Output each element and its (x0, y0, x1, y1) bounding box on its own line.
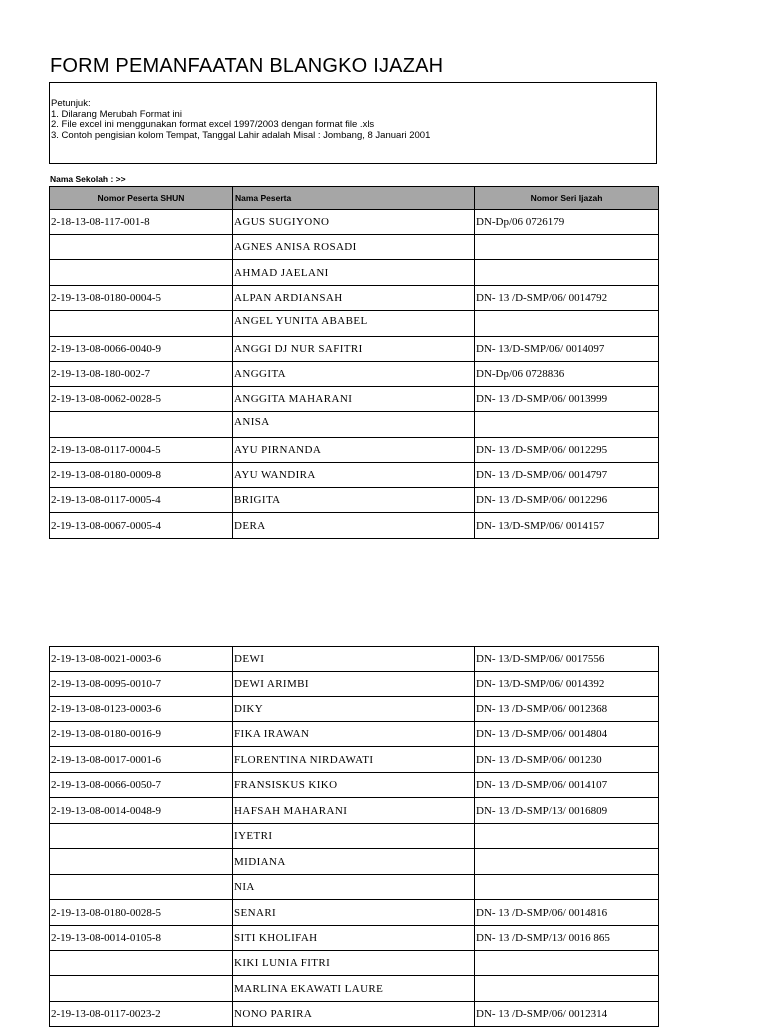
cell-nomor-seri: DN- 13 /D-SMP/06/ 0012295 (475, 438, 659, 463)
instruction-item: 3. Contoh pengisian kolom Tempat, Tanggal Lahir adalah Misal : Jombang, 8 Januari 2001 (51, 129, 431, 141)
cell-nama-peserta: MARLINA EKAWATI LAURE (233, 976, 475, 1002)
cell-nama-peserta: ANGEL YUNITA ABABEL (233, 311, 475, 337)
cell-nomor-seri: DN- 13/D-SMP/06/ 0014097 (475, 337, 659, 362)
table-row (50, 438, 659, 463)
cell-nomor-seri: DN- 13 /D-SMP/06/ 001230 (475, 747, 659, 773)
cell-nama-peserta: ANGGITA MAHARANI (233, 387, 475, 412)
cell-nomor-peserta: 2-19-13-08-180-002-7 (50, 362, 233, 387)
table-row (50, 337, 659, 362)
cell-nomor-seri: DN- 13/D-SMP/06/ 0017556 (475, 647, 659, 672)
cell-nomor-peserta: 2-19-13-08-0180-0016-9 (50, 722, 233, 747)
table-row (50, 926, 659, 951)
table-row (50, 463, 659, 488)
cell-nomor-peserta (50, 824, 233, 849)
cell-nama-peserta: SENARI (233, 900, 475, 926)
header-nomor-seri: Nomor Seri Ijazah (475, 187, 659, 210)
table-row (50, 260, 659, 286)
cell-nama-peserta: FIKA IRAWAN (233, 722, 475, 747)
cell-nomor-seri: DN- 13 /D-SMP/06/ 0014797 (475, 463, 659, 488)
table-row (50, 798, 659, 824)
cell-nomor-peserta (50, 412, 233, 438)
cell-nama-peserta: IYETRI (233, 824, 475, 849)
cell-nomor-seri (475, 311, 659, 337)
cell-nomor-seri: DN- 13/D-SMP/06/ 0014392 (475, 672, 659, 697)
cell-nama-peserta: ANGGI DJ NUR SAFITRI (233, 337, 475, 362)
table-row (50, 849, 659, 875)
cell-nomor-seri (475, 824, 659, 849)
table-row (50, 362, 659, 387)
table-header-row (50, 187, 659, 210)
cell-nama-peserta: NIA (233, 875, 475, 900)
cell-nomor-peserta: 2-19-13-08-0066-0050-7 (50, 773, 233, 798)
instructions-heading: Petunjuk: (51, 98, 91, 109)
cell-nomor-peserta: 2-19-13-08-0067-0005-4 (50, 513, 233, 539)
table-row (50, 697, 659, 722)
cell-nomor-seri: DN- 13/D-SMP/06/ 0014157 (475, 513, 659, 539)
table-row (50, 951, 659, 976)
cell-nomor-peserta: 2-19-13-08-0117-0004-5 (50, 438, 233, 463)
instructions-box (49, 82, 657, 164)
cell-nomor-peserta (50, 951, 233, 976)
header-nomor-peserta: Nomor Peserta SHUN (50, 187, 233, 210)
table-row (50, 875, 659, 900)
cell-nomor-peserta: 2-19-13-08-0180-0009-8 (50, 463, 233, 488)
table-row (50, 747, 659, 773)
cell-nomor-seri (475, 260, 659, 286)
table-row (50, 722, 659, 747)
cell-nomor-peserta (50, 235, 233, 260)
instruction-item: 2. File excel ini menggunakan format excel 1997/2003 dengan format file .xls (51, 119, 375, 130)
table-row (50, 412, 659, 438)
cell-nama-peserta: DEWI (233, 647, 475, 672)
cell-nama-peserta: HAFSAH MAHARANI (233, 798, 475, 824)
cell-nomor-peserta: 2-19-13-08-0062-0028-5 (50, 387, 233, 412)
table-row (50, 824, 659, 849)
cell-nama-peserta: NONO PARIRA (233, 1002, 475, 1027)
cell-nomor-peserta: 2-19-13-08-0180-0028-5 (50, 900, 233, 926)
table-row (50, 210, 659, 235)
cell-nomor-seri (475, 875, 659, 900)
cell-nomor-peserta: 2-19-13-08-0017-0001-6 (50, 747, 233, 773)
cell-nama-peserta: KIKI LUNIA FITRI (233, 951, 475, 976)
cell-nomor-peserta: 2-18-13-08-117-001-8 (50, 210, 233, 235)
cell-nama-peserta: ALPAN ARDIANSAH (233, 286, 475, 311)
cell-nomor-peserta: 2-19-13-08-0066-0040-9 (50, 337, 233, 362)
cell-nomor-seri: DN-Dp/06 0726179 (475, 210, 659, 235)
cell-nomor-seri: DN- 13 /D-SMP/06/ 0012296 (475, 488, 659, 513)
cell-nomor-seri (475, 976, 659, 1002)
cell-nama-peserta: ANGGITA (233, 362, 475, 387)
participants-table (49, 186, 659, 539)
cell-nama-peserta: AYU WANDIRA (233, 463, 475, 488)
cell-nama-peserta: SITI KHOLIFAH (233, 926, 475, 951)
table-row (50, 976, 659, 1002)
instruction-item: 1. Dilarang Merubah Format ini (51, 108, 182, 120)
cell-nomor-peserta: 2-19-13-08-0117-0005-4 (50, 488, 233, 513)
cell-nama-peserta: FRANSISKUS KIKO (233, 773, 475, 798)
cell-nomor-seri: DN- 13 /D-SMP/06/ 0014804 (475, 722, 659, 747)
cell-nomor-peserta (50, 260, 233, 286)
cell-nomor-seri: DN- 13 /D-SMP/06/ 0012314 (475, 1002, 659, 1027)
school-name-label: Nama Sekolah : >> (50, 174, 126, 184)
cell-nomor-peserta: 2-19-13-08-0021-0003-6 (50, 647, 233, 672)
cell-nomor-peserta: 2-19-13-08-0117-0023-2 (50, 1002, 233, 1027)
table-row (50, 286, 659, 311)
cell-nama-peserta: DIKY (233, 697, 475, 722)
participants-table-continued (49, 646, 659, 1027)
header-nama-peserta: Nama Peserta (233, 187, 475, 210)
cell-nomor-peserta (50, 976, 233, 1002)
cell-nomor-seri: DN- 13 /D-SMP/06/ 0014107 (475, 773, 659, 798)
table-row (50, 235, 659, 260)
table-row (50, 513, 659, 539)
cell-nomor-seri: DN- 13 /D-SMP/06/ 0014816 (475, 900, 659, 926)
cell-nomor-seri: DN- 13 /D-SMP/06/ 0013999 (475, 387, 659, 412)
cell-nomor-seri (475, 951, 659, 976)
table-row (50, 672, 659, 697)
cell-nomor-seri (475, 235, 659, 260)
cell-nomor-peserta: 2-19-13-08-0014-0105-8 (50, 926, 233, 951)
table-row (50, 311, 659, 337)
cell-nomor-peserta: 2-19-13-08-0095-0010-7 (50, 672, 233, 697)
cell-nomor-seri: DN- 13 /D-SMP/06/ 0012368 (475, 697, 659, 722)
cell-nama-peserta: AGUS SUGIYONO (233, 210, 475, 235)
cell-nomor-seri: DN-Dp/06 0728836 (475, 362, 659, 387)
cell-nama-peserta: AYU PIRNANDA (233, 438, 475, 463)
cell-nama-peserta: DERA (233, 513, 475, 539)
table-row (50, 488, 659, 513)
cell-nomor-peserta: 2-19-13-08-0123-0003-6 (50, 697, 233, 722)
cell-nama-peserta: DEWI ARIMBI (233, 672, 475, 697)
cell-nomor-seri: DN- 13 /D-SMP/06/ 0014792 (475, 286, 659, 311)
cell-nama-peserta: AGNES ANISA ROSADI (233, 235, 475, 260)
cell-nomor-seri: DN- 13 /D-SMP/13/ 0016 865 (475, 926, 659, 951)
cell-nama-peserta: ANISA (233, 412, 475, 438)
cell-nomor-seri: DN- 13 /D-SMP/13/ 0016809 (475, 798, 659, 824)
cell-nama-peserta: AHMAD JAELANI (233, 260, 475, 286)
cell-nomor-peserta: 2-19-13-08-0180-0004-5 (50, 286, 233, 311)
table-row (50, 387, 659, 412)
cell-nomor-peserta (50, 849, 233, 875)
cell-nomor-seri (475, 412, 659, 438)
table-row (50, 1002, 659, 1027)
form-title: FORM PEMANFAATAN BLANGKO IJAZAH (50, 55, 444, 77)
cell-nama-peserta: MIDIANA (233, 849, 475, 875)
table-row (50, 773, 659, 798)
cell-nama-peserta: BRIGITA (233, 488, 475, 513)
cell-nomor-seri (475, 849, 659, 875)
cell-nomor-peserta (50, 311, 233, 337)
cell-nomor-peserta: 2-19-13-08-0014-0048-9 (50, 798, 233, 824)
cell-nomor-peserta (50, 875, 233, 900)
table-row (50, 900, 659, 926)
table-row (50, 647, 659, 672)
cell-nama-peserta: FLORENTINA NIRDAWATI (233, 747, 475, 773)
